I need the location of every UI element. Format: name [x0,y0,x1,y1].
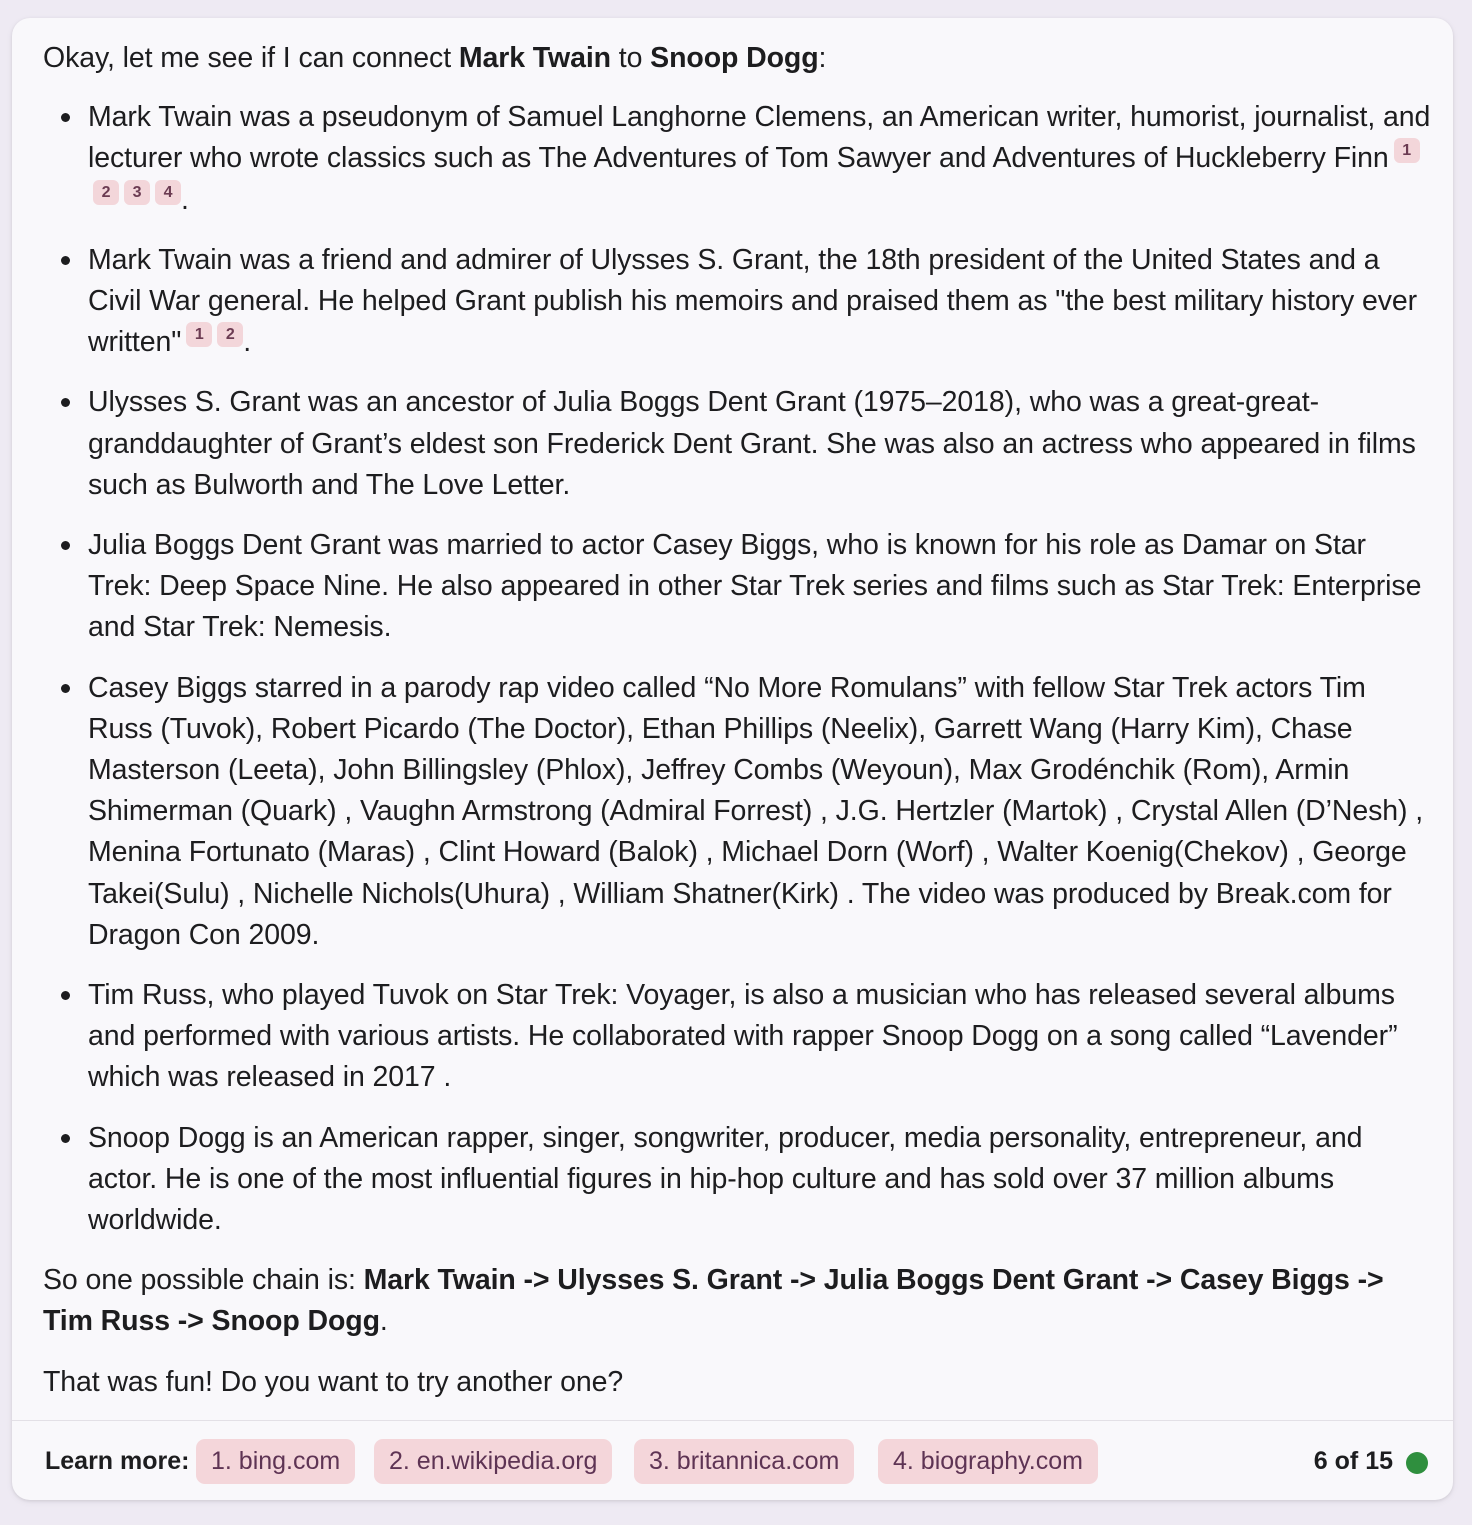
bullet-dot [61,113,70,122]
citation-4[interactable]: 4 [155,180,181,205]
list-item: Snoop Dogg is an American rapper, singer, songwriter, producer, media personality, entrepreneur, and actor. He is one of the most influential figures in hip-hop culture and has sold over 37 million albums worldwide. [43,1118,1433,1242]
list-item: Mark Twain was a pseudonym of Samuel Langhorne Clemens, an American writer, humorist, journalist, and lecturer who wrote classics such as The Adventures of Tom Sawyer and Adventures of Huckleberry Finn 12 3 4 . [43,97,1433,221]
list-item: Casey Biggs starred in a parody rap video called “No More Romulans” with fellow Star Trek actors Tim Russ (Tuvok), Robert Picardo (The Doctor), Ethan Phillips (Neelix), Garrett Wang (Harry Kim), Chase Masterson (Leeta), John Billingsley (Phlox), Jeffrey Combs (Weyoun), Max Grodénchik (Rom), Armin Shimerman (Quark) , Vaughn Armstrong (Admiral Forrest) , J.G. Hertzler (Martok) , Crystal Allen (D’Nesh) , Menina Fortunato (Maras) , Clint Howard (Balok) , Michael Dorn (Worf) , Walter Koenig(Chekov) , George Takei(Sulu) , Nichelle Nichols(Uhura) , William Shatner(Kirk) . The video was produced by Break.com for Dragon Con 2009. [43,668,1433,956]
source-link-4[interactable]: 4. biography.com [878,1439,1098,1484]
list-item: Ulysses S. Grant was an ancestor of Julia Boggs Dent Grant (1975–2018), who was a great-great-granddaughter of Grant’s eldest son Frederick Dent Grant. She was also an actress who appeared in films such as Bulworth and The Love Letter. [43,382,1433,506]
intro-from: Mark Twain [458,42,611,74]
bullet-dot [61,541,70,550]
learn-more-footer [12,1420,1453,1500]
citation-3[interactable]: 3 [124,180,150,205]
chain-summary: So one possible chain is: Mark Twain -> Ulysses S. Grant -> Julia Boggs Dent Grant -> Casey Biggs -> Tim Russ -> Snoop Dogg. [43,1264,1384,1338]
fact-list [43,97,1433,1241]
list-item: Tim Russ, who played Tuvok on Star Trek: Voyager, is also a musician who has released several albums and performed with various artists. He collaborated with rapper Snoop Dogg on a song called “Lavender” which was released in 2017 . [43,975,1433,1099]
bullet-dot [61,256,70,265]
response-counter: 6 of 15 [1313,1447,1393,1475]
chat-response-card [12,18,1453,1500]
source-link-3[interactable]: 3. britannica.com [634,1439,854,1484]
citation-1[interactable]: 1 [1394,138,1420,163]
citation-1[interactable]: 1 [186,322,212,347]
citation-2[interactable]: 2 [93,180,119,205]
source-link-2[interactable]: 2. en.wikipedia.org [374,1439,612,1484]
bullet-dot [61,991,70,1000]
status-dot-icon [1406,1452,1428,1474]
bullet-dot [61,398,70,407]
closing-text: That was fun! Do you want to try another one? [43,1365,624,1398]
response-body [43,38,1433,1403]
bullet-dot [61,684,70,693]
citation-2[interactable]: 2 [217,322,243,347]
list-item: Julia Boggs Dent Grant was married to actor Casey Biggs, who is known for his role as Damar on Star Trek: Deep Space Nine. He also appeared in other Star Trek series and films such as Star Trek: Enterprise and Star Trek: Nemesis. [43,525,1433,649]
chain-text: Mark Twain -> Ulysses S. Grant -> Julia Boggs Dent Grant -> Casey Biggs -> Tim Russ -> Snoop Dogg [43,1264,1384,1338]
source-link-1[interactable]: 1. bing.com [196,1439,355,1484]
list-item: Mark Twain was a friend and admirer of Ulysses S. Grant, the 18th president of the United States and a Civil War general. He helped Grant publish his memoirs and praised them as "the best military history ever written" 1 2 . [43,240,1433,364]
intro-text: Okay, let me see if I can connect Mark Twain to Snoop Dogg: [43,42,827,74]
bullet-dot [61,1134,70,1143]
intro-to: Snoop Dogg [650,42,819,74]
learn-more-label: Learn more: [45,1447,190,1475]
